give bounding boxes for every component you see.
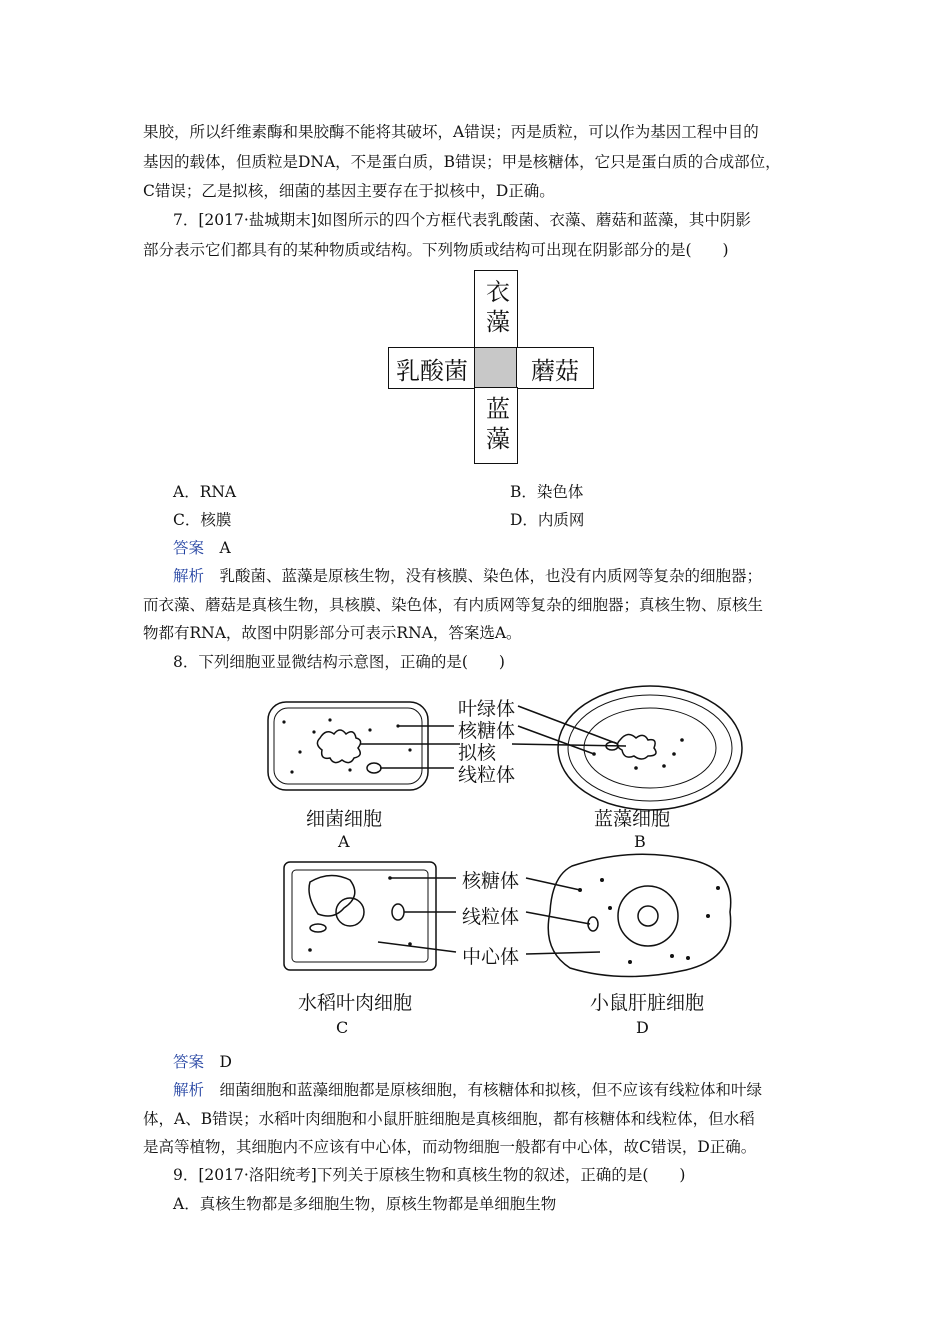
box-top [474,270,518,348]
label-nucleoid: 拟核 [458,742,497,764]
analysis-label: 解析 [173,1081,205,1099]
cell-b-thylakoid [584,708,716,788]
leader-chloroplast-b [518,706,618,744]
analysis-line [173,566,762,586]
cell-b-nucleoid [617,734,656,759]
text-line: C错误；乙是拟核，细菌的基因主要存在于拟核中，D正确。 [143,182,555,200]
answer-label: 答案 [173,539,205,557]
analysis-line [173,1080,762,1100]
answer-value: A [219,539,231,557]
option-b: B．染色体 [510,483,584,501]
analysis-text: 乳酸菌、蓝藻是原核生物，没有核膜、染色体，也没有内质网等复杂的细胞器； [219,567,763,585]
leader-centriole-c [378,942,456,952]
question-7-stem: 部分表示它们都具有的某种物质或结构。下列物质或结构可出现在阴影部分的是( ) [143,241,729,259]
box-bottom [474,387,518,464]
option-d: D．内质网 [510,511,585,529]
label-chloroplast: 叶绿体 [458,698,516,720]
analysis-text: 细菌细胞和蓝藻细胞都是原核细胞，有核糖体和拟核，但不应该有线粒体和叶绿 [219,1081,763,1099]
venn-cross-diagram [388,270,594,464]
label-bottom: 蓝藻 [481,395,510,456]
label-left: 乳酸菌 [396,356,468,385]
cell-a-name: 细菌细胞 [306,808,383,830]
cell-c-vacuole [309,875,355,916]
leader-ribosome-d [526,878,580,890]
analysis-text: 物都有RNA，故图中阴影部分可表示RNA，答案选A。 [143,624,522,642]
cell-d-name: 小鼠肝脏细胞 [590,992,705,1014]
cell-b-name: 蓝藻细胞 [594,808,671,830]
question-8-stem: 8．下列细胞亚显微结构示意图，正确的是( ) [173,653,505,671]
cell-b-wall [558,686,742,810]
box-right [516,347,594,389]
cell-c-membrane [292,870,428,962]
answer-label: 答案 [173,1053,205,1071]
option-a: A．真核生物都是多细胞生物，原核生物都是单细胞生物 [173,1195,557,1213]
cell-c-name: 水稻叶肉细胞 [298,992,413,1014]
cell-a-outline [268,702,428,790]
cell-a-inner [274,708,422,784]
cell-d-nucleus [618,886,678,946]
label-right: 蘑菇 [531,356,579,385]
label-mitochondrion: 线粒体 [458,764,516,786]
cell-structure-figure [250,680,750,1045]
cell-a-nucleoid [317,730,360,763]
option-c: C．核膜 [173,511,232,529]
answer-line [173,1052,232,1072]
cell-b-letter: B [634,832,646,851]
shaded-center [474,347,518,389]
answer-value: D [219,1053,232,1071]
cell-a-mito [367,763,381,773]
analysis-text: 体，A、B错误；水稻叶肉细胞和小鼠肝脏细胞是真核细胞，都有核糖体和线粒体，但水稻 [143,1110,755,1128]
cell-c-letter: C [336,1018,349,1037]
text-line: 果胶，所以纤维素酶和果胶酶不能将其破坏，A错误；丙是质粒，可以作为基因工程中目的 [143,123,759,141]
cell-d-letter: D [636,1018,649,1037]
answer-line [173,538,231,558]
cell-c-chloroplast [310,924,326,932]
analysis-text: 而衣藻、蘑菇是真核生物，具核膜、染色体，有内质网等复杂的细胞器；真核生物、原核生 [143,596,764,614]
leader-centriole-d [526,952,600,954]
text-line: 基因的载体，但质粒是DNA，不是蛋白质，B错误；甲是核糖体，它只是蛋白质的合成部位， [143,153,781,171]
label-top: 衣藻 [481,279,510,339]
cell-c-mito [392,904,404,920]
cell-b-membrane [568,695,732,801]
label-ribosome: 核糖体 [458,720,516,742]
cell-a-letter: A [338,832,350,851]
label-mitochondrion: 线粒体 [462,906,520,928]
question-7-stem: 7．[2017·盐城期末]如图所示的四个方框代表乳酸菌、衣藻、蘑菇和蓝藻，其中阴影 [173,211,751,229]
cell-d-membrane [548,854,730,976]
leader-mito-d [526,912,590,924]
question-9-stem: 9．[2017·洛阳统考]下列关于原核生物和真核生物的叙述，正确的是( ) [173,1166,686,1184]
analysis-text: 是高等植物，其细胞内不应该有中心体，而动物细胞一般都有中心体，故C错误，D正确。 [143,1138,757,1156]
leader-nucleoid-b [512,744,626,746]
label-centriole: 中心体 [462,946,520,968]
cell-d-nucleolus [638,906,658,926]
analysis-label: 解析 [173,567,205,585]
label-ribosome: 核糖体 [462,870,520,892]
box-left [388,347,476,389]
option-a: A．RNA [173,483,237,501]
